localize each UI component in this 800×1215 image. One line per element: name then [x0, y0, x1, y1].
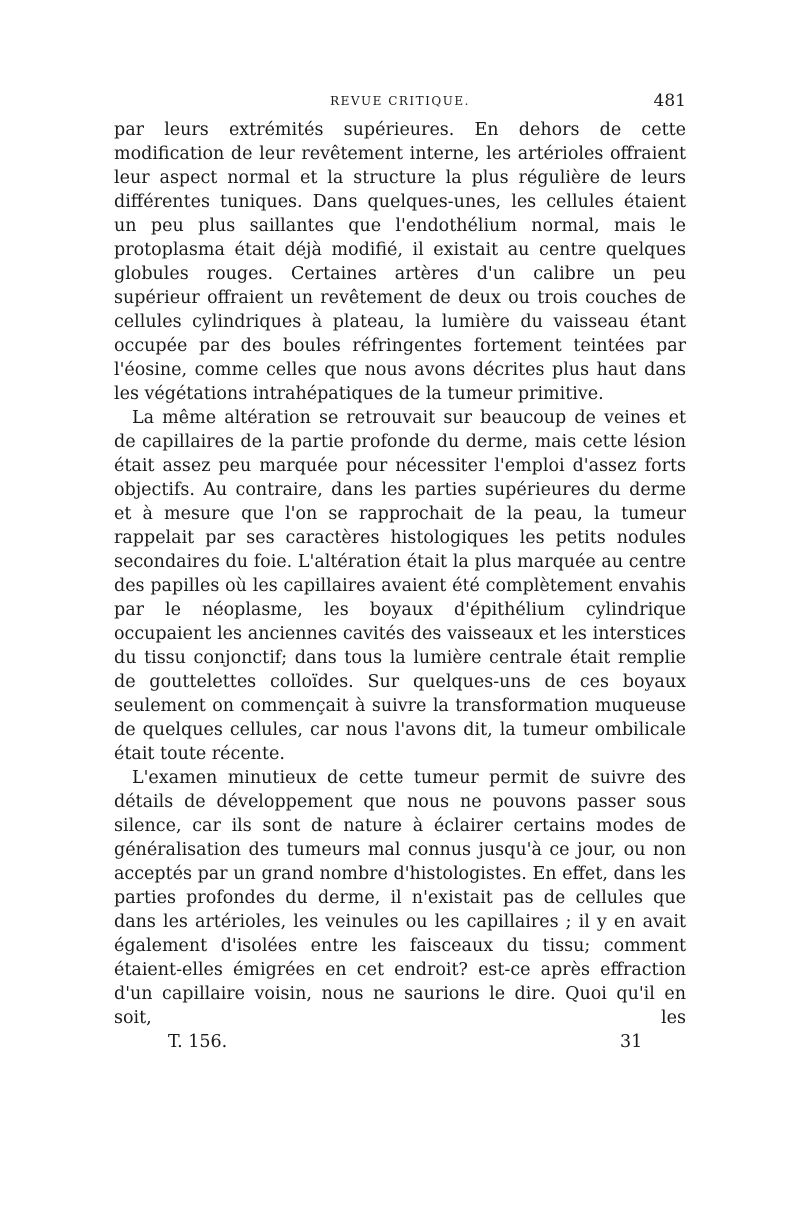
page-footer: [114, 1032, 686, 1062]
paragraph-alteration: La même altération se retrouvait sur beaucoup de veines et de capillaires de la partie profonde du derme, mais cette lésion était assez peu marquée pour nécessiter l'emploi d'assez forts objectifs. Au contraire, dans les parties supérieures du derme et à mesure que l'on se rapprochait de la peau, la tumeur rappelait par ses caractères histologiques les petits nodules secondaires du foie. L'altération était la plus marquée au centre des papilles où les capillaires avaient été complètement envahis par le néoplasme, les boyaux d'épithélium cylindrique occupaient les anciennes cavités des vaisseaux et les interstices du tissu conjonctif; dans tous la lumière centrale était remplie de gouttelettes colloïdes. Sur quelques-uns de ces boyaux seulement on commençait à suivre la transformation muqueuse de quelques cellules, car nous l'avons dit, la tumeur ombilicale était toute récente.: [114, 408, 686, 764]
page-number: 481: [653, 91, 686, 111]
paragraph-examination: L'examen minutieux de cette tumeur permit de suivre des détails de développement que nous ne pouvons passer sous silence, car ils sont de nature à éclairer certains modes de généralisation des tumeurs mal connus jusqu'à ce jour, ou non acceptés par un grand nombre d'histologistes. En effet, dans les parties profondes du derme, il n'existait pas de cellules que dans les artérioles, les veinules ou les capillaires ; il y en avait également d'isolées entre les faisceaux du tissu; comment étaient-elles émigrées en cet endroit? est-ce après effraction d'un capillaire voisin, nous ne saurions le dire. Quoi qu'il en soit, les: [114, 768, 686, 1028]
running-head: [114, 91, 686, 118]
sheet-number: 31: [620, 1032, 643, 1052]
paragraph-continuation: par leurs extrémités supérieures. En dehors de cette modification de leur revêtement interne, les artérioles offraient leur aspect normal et la structure la plus régulière de leurs différentes tuniques. Dans quelques-unes, les cellules étaient un peu plus saillantes que l'endothélium normal, mais le protoplasma était déjà modifié, il existait au centre quelques globules rouges. Certaines artères d'un calibre un peu supérieur offraient un revêtement de deux ou trois couches de cellules cylindriques à plateau, la lumière du vaisseau étant occupée par des boules réfringentes fortement teintées par l'éosine, comme celles que nous avons décrites plus haut dans les végétations intrahépatiques de la tumeur primitive.: [114, 120, 686, 404]
header-title: REVUE CRITIQUE.: [330, 94, 470, 108]
page: [114, 91, 686, 1062]
signature-mark: T. 156.: [168, 1032, 228, 1052]
